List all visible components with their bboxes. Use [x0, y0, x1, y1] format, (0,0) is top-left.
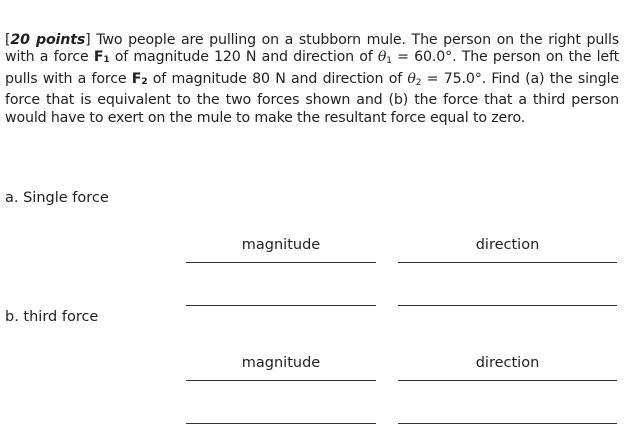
- force-f2-symbol: F: [131, 70, 142, 87]
- part-b-magnitude-label: magnitude: [241, 355, 321, 371]
- theta1-subscript: 1: [386, 56, 392, 67]
- part-a-magnitude-header-line: [186, 262, 376, 263]
- part-a-magnitude-label: magnitude: [241, 237, 321, 253]
- part-a-magnitude-answer-line[interactable]: [186, 305, 376, 306]
- part-b-label: b. third force: [5, 309, 99, 325]
- theta2-symbol: θ: [407, 70, 416, 87]
- part-b-magnitude-header-line: [186, 380, 376, 381]
- problem-text-4: = 75.0°. Find (a) the single force that is equivalent to the two forces shown and (b) the force that a third person would have to exert on the mule to make the resultant force equal to zero.: [5, 70, 619, 126]
- part-a-direction-answer-line[interactable]: [398, 305, 617, 306]
- theta2-subscript: 2: [415, 77, 422, 88]
- part-a-label: a. Single force: [5, 190, 109, 206]
- force-f1-symbol: F: [93, 49, 104, 66]
- part-a-direction-label: direction: [475, 237, 540, 253]
- force-f1-subscript: 1: [103, 55, 110, 66]
- part-b-direction-answer-line[interactable]: [398, 423, 617, 424]
- part-b-direction-label: direction: [475, 355, 540, 371]
- part-a-direction-header-line: [398, 262, 617, 263]
- problem-statement: [20 points] Two people are pulling on a stubborn mule. The person on the right pulls with a force F1 of magnitude 120 N and direction of $\theta_1 = 60.0^\circ$. The person on the left pulls with a force F2 of magnitude 80 N and direction of $\theta_2 = 75.0^\circ$. Find (a) the single force that is equivalent to the two forces shown and (b) the force that a third person would have to exert on the mule to make the resultant force equal to zero.: [5, 32, 619, 126]
- problem-text-3: of magnitude 80 N and direction of: [147, 70, 408, 87]
- force-f2-subscript: 2: [141, 76, 148, 87]
- theta1-symbol: θ: [377, 49, 387, 66]
- theta1-value: = 60.0°. The person on the left pulls with a force: [5, 49, 619, 87]
- problem-text-2: of magnitude 120 N and direction of: [109, 49, 378, 66]
- points-label: 20 points: [10, 32, 86, 48]
- part-b-direction-header-line: [398, 380, 617, 381]
- part-b-magnitude-answer-line[interactable]: [186, 423, 376, 424]
- problem-text-1: Two people are pulling on a stubborn mule. The person on the right pulls with a force: [5, 32, 619, 66]
